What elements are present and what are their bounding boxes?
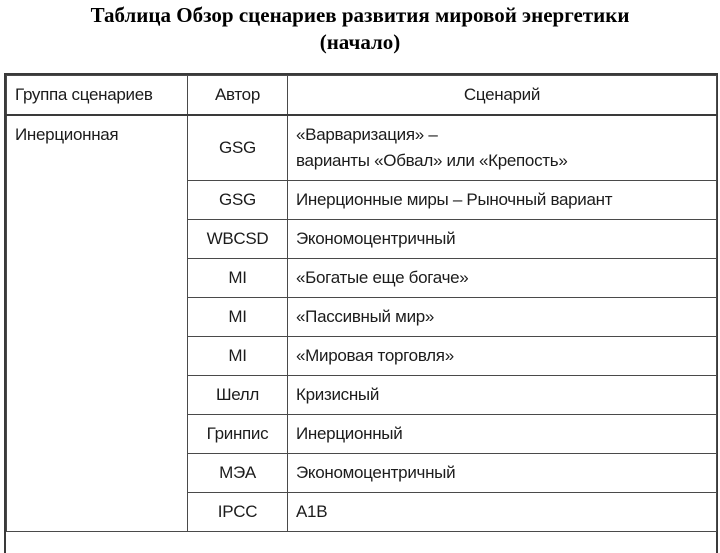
author-cell: GSG <box>188 181 288 220</box>
author-cell: IPCC <box>188 493 288 532</box>
page-title <box>0 2 720 56</box>
author-cell: MI <box>188 259 288 298</box>
scenario-cell: Инерционные миры – Рыночный вариант <box>288 181 717 220</box>
table-row <box>7 115 717 181</box>
header-author: Автор <box>188 76 288 116</box>
header-group: Группа сценариев <box>7 76 188 116</box>
author-cell: MI <box>188 298 288 337</box>
scenario-cell: A1B <box>288 493 717 532</box>
header-scenario: Сценарий <box>288 76 717 116</box>
scenario-cell: Экономоцентричный <box>288 454 717 493</box>
scenarios-table-frame <box>4 73 718 553</box>
scenario-cell: «Богатые еще богаче» <box>288 259 717 298</box>
scenario-cell <box>288 115 717 181</box>
author-cell: МЭА <box>188 454 288 493</box>
scenario-cell: Инерционный <box>288 415 717 454</box>
scenario-cell: «Мировая торговля» <box>288 337 717 376</box>
author-cell: Гринпис <box>188 415 288 454</box>
title-line-1: Таблица Обзор сценариев развития мировой энергетики <box>90 3 630 27</box>
author-cell: MI <box>188 337 288 376</box>
author-cell: WBCSD <box>188 220 288 259</box>
group-cell: Инерционная <box>7 115 188 532</box>
table-header-row <box>7 76 717 116</box>
author-cell: Шелл <box>188 376 288 415</box>
scenario-cell: Экономоцентричный <box>288 220 717 259</box>
scenario-cell: Кризисный <box>288 376 717 415</box>
title-line-2: (начало) <box>319 30 401 54</box>
scenarios-table <box>6 75 717 532</box>
author-cell: GSG <box>188 115 288 181</box>
scenario-line-2: варианты «Обвал» или «Крепость» <box>296 151 568 170</box>
scenario-cell: «Пассивный мир» <box>288 298 717 337</box>
scenario-line-1: «Варваризация» – <box>296 125 438 144</box>
